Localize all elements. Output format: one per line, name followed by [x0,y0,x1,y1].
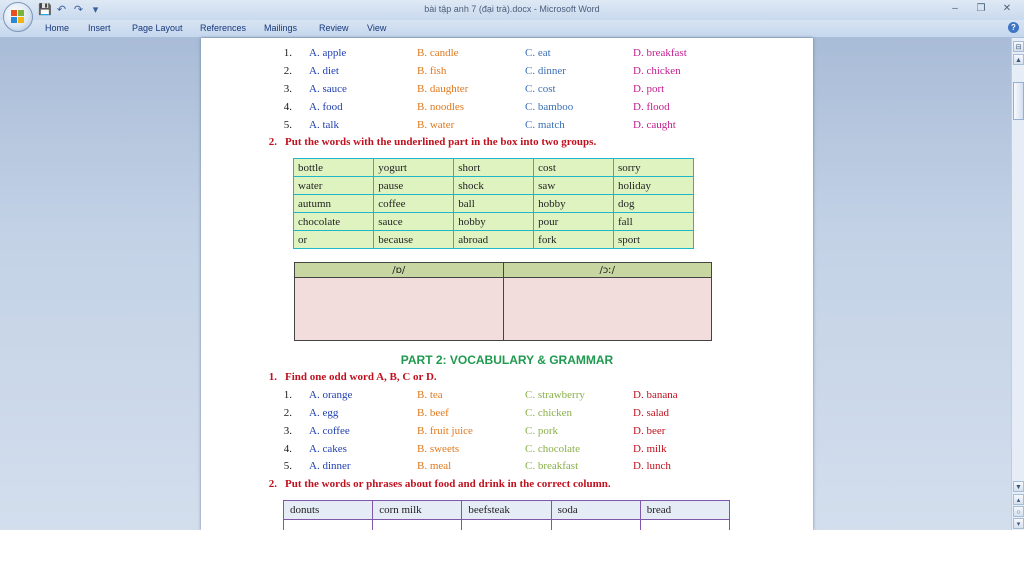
table-row [284,520,730,531]
scroll-down-button[interactable]: ▼ [1013,481,1024,492]
ribbon-tabs [0,20,1024,38]
instruction-number: 2. [268,478,277,490]
table-cell: cost [534,159,614,177]
option-b: B. beef [417,407,449,419]
table-row [284,501,730,520]
document-page[interactable] [201,38,813,530]
option-a: A. dinner [309,460,351,472]
option-b: B. meal [417,460,452,472]
save-icon[interactable]: 💾 [38,3,52,16]
table-cell: hobby [454,213,534,231]
table-row [294,213,694,231]
option-d: D. breakfast [633,47,687,59]
option-b: B. water [417,119,455,131]
table-cell: bread [640,501,729,520]
restore-button[interactable]: ❐ [976,3,986,14]
table-cell: autumn [294,195,374,213]
group-header-long-o: /ɔː/ [503,263,712,278]
instruction-text: Put the words with the underlined part in the box into two groups. [285,136,597,148]
table-cell: fall [614,213,694,231]
option-d: D. lunch [633,460,671,472]
tab-mailings[interactable]: Mailings [264,23,298,33]
odd-question-4 [280,443,780,457]
option-b: B. daughter [417,83,469,95]
option-c: C. dinner [525,65,566,77]
table-row [294,231,694,249]
instruction-number: 1. [268,371,277,383]
pron-question-3 [280,83,780,97]
table-cell: or [294,231,374,249]
instruction-heading [259,478,611,490]
section-heading: PART 2: VOCABULARY & GRAMMAR [400,353,614,367]
option-d: D. milk [633,443,667,455]
document-workspace [0,38,1011,530]
table-cell: water [294,177,374,195]
tab-view[interactable]: View [367,23,387,33]
option-c: C. chocolate [525,443,580,455]
group-answer-cell[interactable] [503,278,712,341]
table-cell: yogurt [374,159,454,177]
option-b: B. noodles [417,101,465,113]
undo-icon[interactable]: ↶ [56,3,67,16]
option-c: C. cost [525,83,556,95]
question-number: 3. [283,425,292,437]
table-cell: beefsteak [462,501,551,520]
table-cell: short [454,159,534,177]
question-number: 4. [283,101,292,113]
option-c: C. bamboo [525,101,574,113]
question-number: 1. [283,389,292,401]
table-row [294,159,694,177]
option-b: B. sweets [417,443,460,455]
option-d: D. chicken [633,65,681,77]
table-cell [640,520,729,531]
option-d: D. flood [633,101,670,113]
odd-question-5 [280,460,780,474]
tab-page-layout[interactable]: Page Layout [132,23,183,33]
table-cell [373,520,462,531]
table-cell: donuts [284,501,373,520]
table-cell: coffee [374,195,454,213]
help-icon[interactable]: ? [1008,22,1019,33]
option-d: D. beer [633,425,666,437]
vertical-scrollbar[interactable] [1011,38,1024,530]
pron-question-4 [280,101,780,115]
pron-question-2 [280,65,780,79]
office-logo-icon [11,10,25,24]
odd-question-1 [280,389,780,403]
pron-question-5 [280,119,780,133]
option-c: C. strawberry [525,389,585,401]
option-c: C. breakfast [525,460,579,472]
option-b: B. fruit juice [417,425,473,437]
option-a: A. cakes [309,443,347,455]
option-d: D. salad [633,407,670,419]
table-cell: pause [374,177,454,195]
close-button[interactable]: ✕ [1002,3,1012,14]
redo-icon[interactable]: ↷ [73,3,84,16]
table-cell: shock [454,177,534,195]
table-cell: sauce [374,213,454,231]
group-header-short-o: /ɒ/ [295,263,504,278]
table-cell: fork [534,231,614,249]
table-header-row [295,263,712,278]
table-cell [284,520,373,531]
option-b: B. tea [417,389,443,401]
question-number: 3. [283,83,292,95]
table-cell: sport [614,231,694,249]
tab-review[interactable]: Review [319,23,349,33]
question-number: 4. [283,443,292,455]
table-cell: saw [534,177,614,195]
option-a: A. orange [309,389,353,401]
table-cell: holiday [614,177,694,195]
option-a: A. coffee [309,425,350,437]
window-controls [942,1,1020,17]
table-cell: ball [454,195,534,213]
instruction-number: 2. [268,136,277,148]
option-a: A. sauce [309,83,347,95]
browse-object-icon[interactable]: ○ [1013,506,1024,517]
option-a: A. apple [309,47,347,59]
title-bar [0,0,1024,20]
question-number: 2. [283,407,292,419]
option-a: A. diet [309,65,339,77]
quick-access-toolbar [38,3,102,17]
table-cell: hobby [534,195,614,213]
odd-question-2 [280,407,780,421]
table-cell: pour [534,213,614,231]
office-button[interactable] [3,2,33,32]
table-cell [462,520,551,531]
window-title: bài tập anh 7 (đại trà).docx - Microsoft Word [424,4,600,14]
option-b: B. fish [417,65,447,77]
tab-home[interactable]: Home [45,23,70,33]
table-row [294,195,694,213]
table-cell: dog [614,195,694,213]
table-cell: chocolate [294,213,374,231]
table-row [294,177,694,195]
previous-page-icon[interactable]: ▴ [1013,494,1024,505]
group-answer-cell[interactable] [295,278,504,341]
tab-insert[interactable]: Insert [88,23,111,33]
next-page-icon[interactable]: ▾ [1013,518,1024,529]
option-b: B. candle [417,47,459,59]
minimize-button[interactable]: – [952,3,958,14]
question-number: 2. [283,65,292,77]
question-number: 5. [283,460,292,472]
tab-references[interactable]: References [200,23,247,33]
option-a: A. food [309,101,343,113]
option-c: C. match [525,119,565,131]
table-row [295,278,712,341]
table-cell [551,520,640,531]
table-cell: soda [551,501,640,520]
scroll-up-button[interactable]: ▲ [1013,54,1024,65]
sound-groups-table [294,262,712,341]
question-number: 5. [283,119,292,131]
table-cell: sorry [614,159,694,177]
question-number: 1. [283,47,292,59]
instruction-heading [259,371,437,383]
scrollbar-thumb[interactable] [1013,82,1024,120]
instruction-text: Put the words or phrases about food and drink in the correct column. [285,478,611,490]
table-cell: corn milk [373,501,462,520]
pron-question-1 [280,47,780,61]
option-c: C. pork [525,425,558,437]
word-box-table [293,158,694,249]
food-drink-table [283,500,730,530]
table-cell: abroad [454,231,534,249]
table-cell: bottle [294,159,374,177]
option-c: C. chicken [525,407,573,419]
instruction-text: Find one odd word A, B, C or D. [285,371,437,383]
option-a: A. talk [309,119,339,131]
instruction-heading [259,136,596,148]
odd-question-3 [280,425,780,439]
option-d: D. port [633,83,665,95]
option-d: D. caught [633,119,676,131]
ruler-toggle-icon[interactable]: ⊟ [1013,41,1024,52]
option-d: D. banana [633,389,678,401]
customize-icon[interactable]: ▾ [92,3,99,16]
option-c: C. eat [525,47,551,59]
table-cell: because [374,231,454,249]
option-a: A. egg [309,407,339,419]
